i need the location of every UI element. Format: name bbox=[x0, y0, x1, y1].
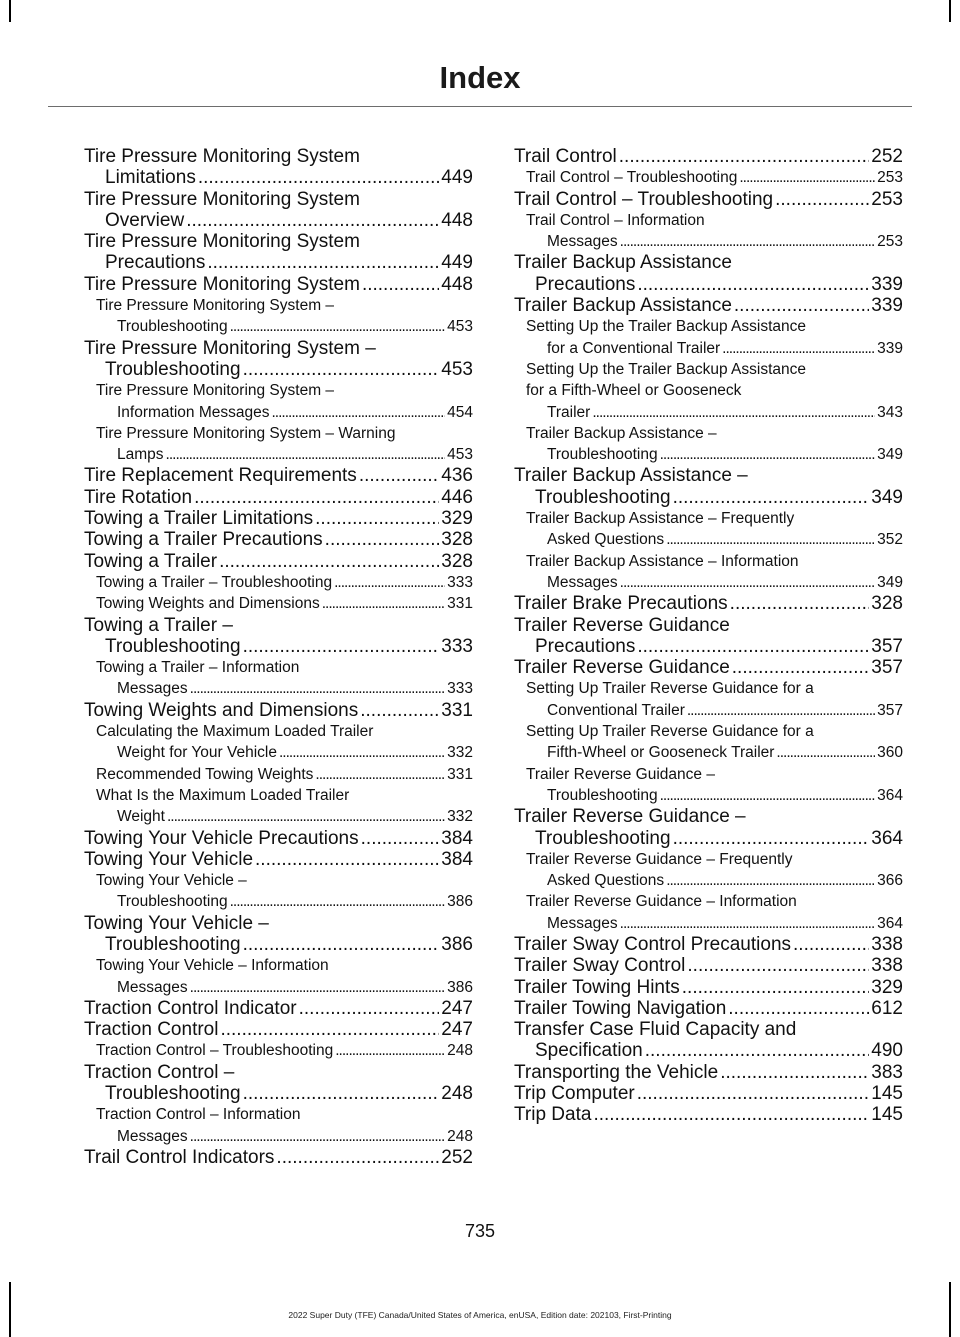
index-entry-text: Trailer Reverse Guidance – bbox=[526, 765, 715, 783]
index-page-number: 333 bbox=[447, 680, 473, 698]
index-page-number: 448 bbox=[441, 273, 473, 295]
index-entry-text: Setting Up the Trailer Backup Assistance bbox=[526, 360, 807, 378]
crop-mark-top-left bbox=[9, 0, 11, 22]
index-subentry bbox=[514, 167, 903, 188]
index-page-number: 343 bbox=[877, 403, 903, 421]
index-entry bbox=[84, 231, 473, 274]
index-entry-text: Trailer Backup Assistance – Frequently bbox=[526, 510, 795, 528]
index-entry-text: Towing Your Vehicle bbox=[84, 848, 254, 870]
index-page-number: 357 bbox=[871, 635, 903, 657]
index-entry-text: Limitations bbox=[105, 167, 196, 189]
page-title: Index bbox=[439, 60, 521, 95]
dot-leader bbox=[637, 636, 869, 657]
index-entry-text: Trail Control – Troubleshooting bbox=[526, 169, 738, 187]
index-subentry bbox=[514, 210, 903, 253]
dot-leader bbox=[207, 252, 439, 273]
dot-leader bbox=[730, 593, 870, 614]
index-entry-text: Conventional Trailer bbox=[547, 701, 685, 719]
index-entry-text: Trailer Backup Assistance – bbox=[514, 465, 748, 487]
index-entry bbox=[514, 998, 903, 1019]
dot-leader bbox=[666, 529, 875, 550]
index-entry-text: Calculating the Maximum Loaded Trailer bbox=[96, 723, 374, 741]
dot-leader bbox=[230, 891, 446, 912]
dot-leader bbox=[322, 593, 445, 614]
index-page-number: 436 bbox=[441, 465, 473, 487]
dot-leader bbox=[279, 742, 445, 763]
index-subentry bbox=[514, 316, 903, 359]
index-page-number: 338 bbox=[871, 955, 903, 977]
index-subentry bbox=[514, 891, 903, 934]
index-entry-text: Tire Pressure Monitoring System bbox=[84, 273, 360, 295]
index-subentry bbox=[84, 955, 473, 998]
index-entry-text: Setting Up the Trailer Backup Assistance bbox=[526, 318, 807, 336]
index-page-number: 332 bbox=[447, 744, 473, 762]
index-page-number: 366 bbox=[877, 872, 903, 890]
dot-leader bbox=[687, 955, 869, 976]
index-entry-text: Traction Control – bbox=[84, 1061, 235, 1083]
index-entry bbox=[84, 700, 473, 721]
dot-leader bbox=[620, 913, 875, 934]
index-page-number: 364 bbox=[877, 914, 903, 932]
index-page-number: 331 bbox=[441, 699, 473, 721]
index-entry-text: Asked Questions bbox=[547, 531, 665, 549]
index-entry-text: Towing a Trailer – Information bbox=[96, 659, 300, 677]
index-entry-text: Messages bbox=[117, 978, 188, 996]
dot-leader bbox=[775, 189, 869, 210]
header-divider bbox=[48, 106, 912, 107]
dot-leader bbox=[166, 444, 446, 465]
dot-leader bbox=[619, 146, 870, 167]
index-subentry bbox=[514, 849, 903, 892]
index-entry-text: Trailer Backup Assistance bbox=[514, 295, 732, 317]
dot-leader bbox=[194, 487, 439, 508]
index-entry-text: Trail Control Indicators bbox=[84, 1146, 275, 1168]
index-page-number: 253 bbox=[871, 188, 903, 210]
index-subentry bbox=[514, 551, 903, 594]
index-entry-text: Trail Control – Troubleshooting bbox=[514, 188, 774, 210]
index-entry-text: Troubleshooting bbox=[547, 786, 658, 804]
index-entry-text: Recommended Towing Weights bbox=[96, 765, 314, 783]
index-page-number: 384 bbox=[441, 827, 473, 849]
dot-leader bbox=[335, 1040, 445, 1061]
index-entry-text: Towing a Trailer Precautions bbox=[84, 529, 323, 551]
index-page-number: 333 bbox=[447, 573, 473, 591]
dot-leader bbox=[186, 210, 439, 231]
index-entry-text: Tire Pressure Monitoring System – bbox=[96, 297, 335, 315]
index-subentry bbox=[514, 764, 903, 807]
index-entry-text: Specification bbox=[535, 1040, 643, 1062]
dot-leader bbox=[722, 338, 875, 359]
dot-leader bbox=[315, 508, 439, 529]
index-entry bbox=[514, 615, 903, 658]
index-entry-text: Towing a Trailer – bbox=[84, 614, 233, 636]
dot-leader bbox=[198, 167, 439, 188]
index-entry-text: Trailer Backup Assistance bbox=[514, 252, 732, 274]
index-subentry bbox=[514, 678, 903, 721]
index-entry bbox=[84, 487, 473, 508]
index-subentry bbox=[84, 380, 473, 423]
index-page-number: 339 bbox=[871, 295, 903, 317]
dot-leader bbox=[190, 977, 445, 998]
index-subentry bbox=[84, 785, 473, 828]
index-entry-text: for a Fifth-Wheel or Gooseneck bbox=[526, 382, 742, 400]
index-entry-text: Transporting the Vehicle bbox=[514, 1061, 719, 1083]
index-entry-text: Tire Pressure Monitoring System – bbox=[84, 337, 376, 359]
index-subentry bbox=[84, 721, 473, 764]
dot-leader bbox=[190, 678, 445, 699]
index-entry-text: Traction Control Indicator bbox=[84, 997, 297, 1019]
index-entry-text: Tire Pressure Monitoring System – bbox=[96, 382, 335, 400]
index-entry-text: Precautions bbox=[535, 273, 636, 295]
index-entry-text: Troubleshooting bbox=[105, 635, 241, 657]
dot-leader bbox=[315, 764, 445, 785]
index-column-left bbox=[84, 146, 473, 1168]
index-page-number: 364 bbox=[877, 786, 903, 804]
dot-leader bbox=[243, 359, 440, 380]
index-entry-text: Trailer Reverse Guidance – bbox=[514, 806, 746, 828]
dot-leader bbox=[219, 551, 439, 572]
index-page-number: 449 bbox=[441, 167, 473, 189]
index-page-number: 453 bbox=[441, 358, 473, 380]
index-column-right bbox=[514, 146, 903, 1126]
index-entry-text: Trailer Brake Precautions bbox=[514, 593, 728, 615]
index-page-number: 253 bbox=[877, 169, 903, 187]
dot-leader bbox=[362, 274, 439, 295]
index-entry-text: Troubleshooting bbox=[535, 486, 671, 508]
index-entry bbox=[514, 806, 903, 849]
index-page-number: 490 bbox=[871, 1040, 903, 1062]
index-subentry bbox=[514, 721, 903, 764]
dot-leader bbox=[299, 998, 440, 1019]
index-page-number: 248 bbox=[447, 1042, 473, 1060]
index-page-number: 357 bbox=[871, 657, 903, 679]
index-subentry bbox=[84, 1104, 473, 1147]
index-subentry bbox=[84, 657, 473, 700]
index-subentry bbox=[84, 870, 473, 913]
index-page-number: 247 bbox=[441, 1019, 473, 1041]
index-entry-text: Trailer Sway Control bbox=[514, 955, 686, 977]
crop-mark-top-right bbox=[949, 0, 951, 22]
index-entry-text: Trailer Reverse Guidance – Information bbox=[526, 893, 797, 911]
index-entry-text: Setting Up Trailer Reverse Guidance for a bbox=[526, 723, 814, 741]
dot-leader bbox=[360, 700, 439, 721]
index-subentry bbox=[84, 1040, 473, 1061]
dot-leader bbox=[276, 1147, 439, 1168]
index-subentry bbox=[84, 572, 473, 593]
dot-leader bbox=[243, 934, 440, 955]
dot-leader bbox=[720, 1062, 869, 1083]
dot-leader bbox=[682, 977, 870, 998]
index-entry-text: Troubleshooting bbox=[105, 358, 241, 380]
index-entry-text: Fifth-Wheel or Gooseneck Trailer bbox=[547, 744, 775, 762]
index-entry-text: Towing Your Vehicle – bbox=[96, 872, 247, 890]
dot-leader bbox=[272, 402, 446, 423]
index-subentry bbox=[84, 423, 473, 466]
dot-leader bbox=[334, 572, 445, 593]
index-entry-text: Tire Pressure Monitoring System bbox=[84, 146, 360, 167]
dot-leader bbox=[325, 529, 440, 550]
index-entry-text: for a Conventional Trailer bbox=[547, 339, 721, 357]
index-page-number: 446 bbox=[441, 486, 473, 508]
index-page-number: 612 bbox=[871, 997, 903, 1019]
dot-leader bbox=[776, 742, 875, 763]
index-entry-text: Tire Replacement Requirements bbox=[84, 465, 357, 487]
index-entry-text: Troubleshooting bbox=[105, 933, 241, 955]
index-page-number: 386 bbox=[447, 893, 473, 911]
index-entry-text: Towing a Trailer Limitations bbox=[84, 508, 314, 530]
dot-leader bbox=[167, 806, 445, 827]
dot-leader bbox=[190, 1126, 445, 1147]
index-entry-text: Precautions bbox=[535, 635, 636, 657]
index-page-number: 331 bbox=[447, 765, 473, 783]
dot-leader bbox=[728, 998, 869, 1019]
index-entry-text: Towing Weights and Dimensions bbox=[84, 699, 359, 721]
index-entry bbox=[514, 1019, 903, 1062]
index-page-number: 328 bbox=[871, 593, 903, 615]
index-page-number: 338 bbox=[871, 933, 903, 955]
index-page-number: 453 bbox=[447, 446, 473, 464]
index-entry-text: Trailer bbox=[547, 403, 591, 421]
index-entry-text: What Is the Maximum Loaded Trailer bbox=[96, 786, 350, 804]
index-entry bbox=[84, 529, 473, 550]
index-entry-text: Messages bbox=[117, 1127, 188, 1145]
index-page-number: 453 bbox=[447, 318, 473, 336]
index-page-number: 328 bbox=[441, 550, 473, 572]
index-entry-text: Transfer Case Fluid Capacity and bbox=[514, 1019, 797, 1041]
index-subentry bbox=[514, 423, 903, 466]
index-entry bbox=[84, 1062, 473, 1105]
index-entry-text: Trail Control bbox=[514, 146, 617, 167]
index-entry-text: Traction Control – Information bbox=[96, 1106, 301, 1124]
dot-leader bbox=[620, 231, 875, 252]
index-entry bbox=[514, 977, 903, 998]
dot-leader bbox=[255, 849, 439, 870]
dot-leader bbox=[793, 934, 869, 955]
index-entry-text: Troubleshooting bbox=[117, 318, 228, 336]
index-subentry bbox=[514, 508, 903, 551]
dot-leader bbox=[673, 828, 870, 849]
index-entry bbox=[514, 295, 903, 316]
dot-leader bbox=[645, 1040, 870, 1061]
index-entry-text: Towing a Trailer bbox=[84, 550, 218, 572]
index-page-number: 247 bbox=[441, 997, 473, 1019]
index-entry-text: Troubleshooting bbox=[117, 893, 228, 911]
index-entry-text: Messages bbox=[117, 680, 188, 698]
index-entry-text: Tire Pressure Monitoring System – Warning bbox=[96, 424, 396, 442]
dot-leader bbox=[637, 1083, 870, 1104]
index-page-number: 329 bbox=[871, 976, 903, 998]
dot-leader bbox=[660, 444, 876, 465]
index-page-number: 449 bbox=[441, 252, 473, 274]
index-page-number: 331 bbox=[447, 595, 473, 613]
index-entry-text: Setting Up Trailer Reverse Guidance for a bbox=[526, 680, 814, 698]
index-entry-text: Troubleshooting bbox=[105, 1083, 241, 1105]
index-entry-text: Tire Pressure Monitoring System bbox=[84, 231, 360, 253]
index-entry-text: Trailer Backup Assistance – bbox=[526, 424, 717, 442]
dot-leader bbox=[361, 828, 440, 849]
index-page-number: 360 bbox=[877, 744, 903, 762]
index-entry bbox=[514, 1083, 903, 1104]
index-entry bbox=[84, 849, 473, 870]
index-entry bbox=[84, 508, 473, 529]
index-entry-text: Trailer Towing Navigation bbox=[514, 997, 727, 1019]
index-entry bbox=[84, 913, 473, 956]
index-page-number: 329 bbox=[441, 508, 473, 530]
index-entry bbox=[514, 189, 903, 210]
dot-leader bbox=[243, 1083, 440, 1104]
dot-leader bbox=[739, 167, 875, 188]
index-entry-text: Tire Rotation bbox=[84, 486, 193, 508]
dot-leader bbox=[593, 1104, 869, 1125]
index-page-number: 145 bbox=[871, 1104, 903, 1126]
index-entry-text: Messages bbox=[547, 233, 618, 251]
index-page-number: 384 bbox=[441, 848, 473, 870]
dot-leader bbox=[620, 572, 875, 593]
index-entry-text: Trailer Towing Hints bbox=[514, 976, 680, 998]
index-page-number: 386 bbox=[447, 978, 473, 996]
index-page-number: 352 bbox=[877, 531, 903, 549]
index-entry bbox=[84, 338, 473, 381]
index-page-number: 349 bbox=[877, 573, 903, 591]
index-entry-text: Trail Control – Information bbox=[526, 211, 705, 229]
index-page-number: 357 bbox=[877, 701, 903, 719]
dot-leader bbox=[220, 1019, 439, 1040]
index-subentry bbox=[84, 764, 473, 785]
index-entry bbox=[514, 934, 903, 955]
index-page-number: 454 bbox=[447, 403, 473, 421]
index-page-number: 248 bbox=[447, 1127, 473, 1145]
dot-leader bbox=[637, 274, 869, 295]
index-page-number: 333 bbox=[441, 635, 473, 657]
index-entry-text: Messages bbox=[547, 914, 618, 932]
index-entry bbox=[514, 146, 903, 167]
index-entry bbox=[84, 274, 473, 295]
index-page-number: 339 bbox=[877, 339, 903, 357]
index-page-number: 386 bbox=[441, 933, 473, 955]
index-page-number: 145 bbox=[871, 1083, 903, 1105]
index-entry bbox=[84, 998, 473, 1019]
dot-leader bbox=[666, 870, 875, 891]
index-page-number: 248 bbox=[441, 1083, 473, 1105]
index-entry-text: Troubleshooting bbox=[547, 446, 658, 464]
index-entry-text: Towing Weights and Dimensions bbox=[96, 595, 320, 613]
index-entry bbox=[514, 465, 903, 508]
index-entry bbox=[514, 593, 903, 614]
index-entry bbox=[84, 828, 473, 849]
page-number: 735 bbox=[464, 1221, 496, 1241]
dot-leader bbox=[592, 402, 875, 423]
index-page-number: 332 bbox=[447, 808, 473, 826]
index-entry-text: Towing a Trailer – Troubleshooting bbox=[96, 573, 333, 591]
index-entry-text: Trailer Sway Control Precautions bbox=[514, 933, 792, 955]
index-entry-text: Trailer Reverse Guidance bbox=[514, 657, 730, 679]
index-entry-text: Messages bbox=[547, 573, 618, 591]
footer-edition-info: 2022 Super Duty (TFE) Canada/United States of America, enUSA, Edition date: 202103, First-Printing bbox=[288, 1310, 672, 1320]
index-entry-text: Towing Your Vehicle – bbox=[84, 912, 269, 934]
index-entry bbox=[84, 1147, 473, 1168]
index-entry-text: Trailer Backup Assistance – Information bbox=[526, 552, 799, 570]
index-entry-text: Precautions bbox=[105, 252, 206, 274]
index-entry-text: Overview bbox=[105, 209, 185, 231]
index-entry-text: Lamps bbox=[117, 446, 164, 464]
index-entry-text: Weight for Your Vehicle bbox=[117, 744, 277, 762]
index-subentry bbox=[84, 593, 473, 614]
index-page-number: 339 bbox=[871, 273, 903, 295]
index-entry bbox=[514, 657, 903, 678]
index-entry-text: Towing Your Vehicle Precautions bbox=[84, 827, 359, 849]
index-page-number: 252 bbox=[871, 146, 903, 167]
index-entry bbox=[514, 252, 903, 295]
index-entry-text: Troubleshooting bbox=[535, 827, 671, 849]
index-subentry bbox=[84, 295, 473, 338]
index-entry-text: Weight bbox=[117, 808, 165, 826]
index-entry-text: Information Messages bbox=[117, 403, 270, 421]
index-page-number: 383 bbox=[871, 1061, 903, 1083]
index-entry bbox=[84, 1019, 473, 1040]
dot-leader bbox=[359, 465, 439, 486]
index-entry-text: Trip Computer bbox=[514, 1083, 635, 1105]
index-page-number: 253 bbox=[877, 233, 903, 251]
index-page-number: 448 bbox=[441, 209, 473, 231]
index-page-number: 364 bbox=[871, 827, 903, 849]
dot-leader bbox=[660, 785, 876, 806]
index-page-number: 328 bbox=[441, 529, 473, 551]
dot-leader bbox=[230, 316, 446, 337]
index-page-number: 349 bbox=[871, 486, 903, 508]
dot-leader bbox=[243, 636, 440, 657]
index-entry bbox=[84, 551, 473, 572]
index-subentry bbox=[514, 359, 903, 423]
dot-leader bbox=[673, 487, 870, 508]
index-entry-text: Tire Pressure Monitoring System bbox=[84, 188, 360, 210]
dot-leader bbox=[687, 700, 875, 721]
index-entry bbox=[514, 955, 903, 976]
index-entry-text: Towing Your Vehicle – Information bbox=[96, 957, 329, 975]
index-entry-text: Traction Control – Troubleshooting bbox=[96, 1042, 334, 1060]
index-entry bbox=[84, 465, 473, 486]
dot-leader bbox=[732, 657, 870, 678]
index-entry bbox=[84, 189, 473, 232]
index-entry-text: Asked Questions bbox=[547, 872, 665, 890]
index-entry bbox=[514, 1104, 903, 1125]
index-entry-text: Trip Data bbox=[514, 1104, 592, 1126]
index-entry bbox=[514, 1062, 903, 1083]
dot-leader bbox=[734, 295, 869, 316]
index-entry-text: Trailer Reverse Guidance bbox=[514, 614, 730, 636]
index-entry-text: Trailer Reverse Guidance – Frequently bbox=[526, 850, 793, 868]
index-page-number: 349 bbox=[877, 446, 903, 464]
index-page-number: 252 bbox=[441, 1146, 473, 1168]
index-entry-text: Traction Control bbox=[84, 1019, 219, 1041]
index-entry bbox=[84, 146, 473, 189]
index-entry bbox=[84, 615, 473, 658]
